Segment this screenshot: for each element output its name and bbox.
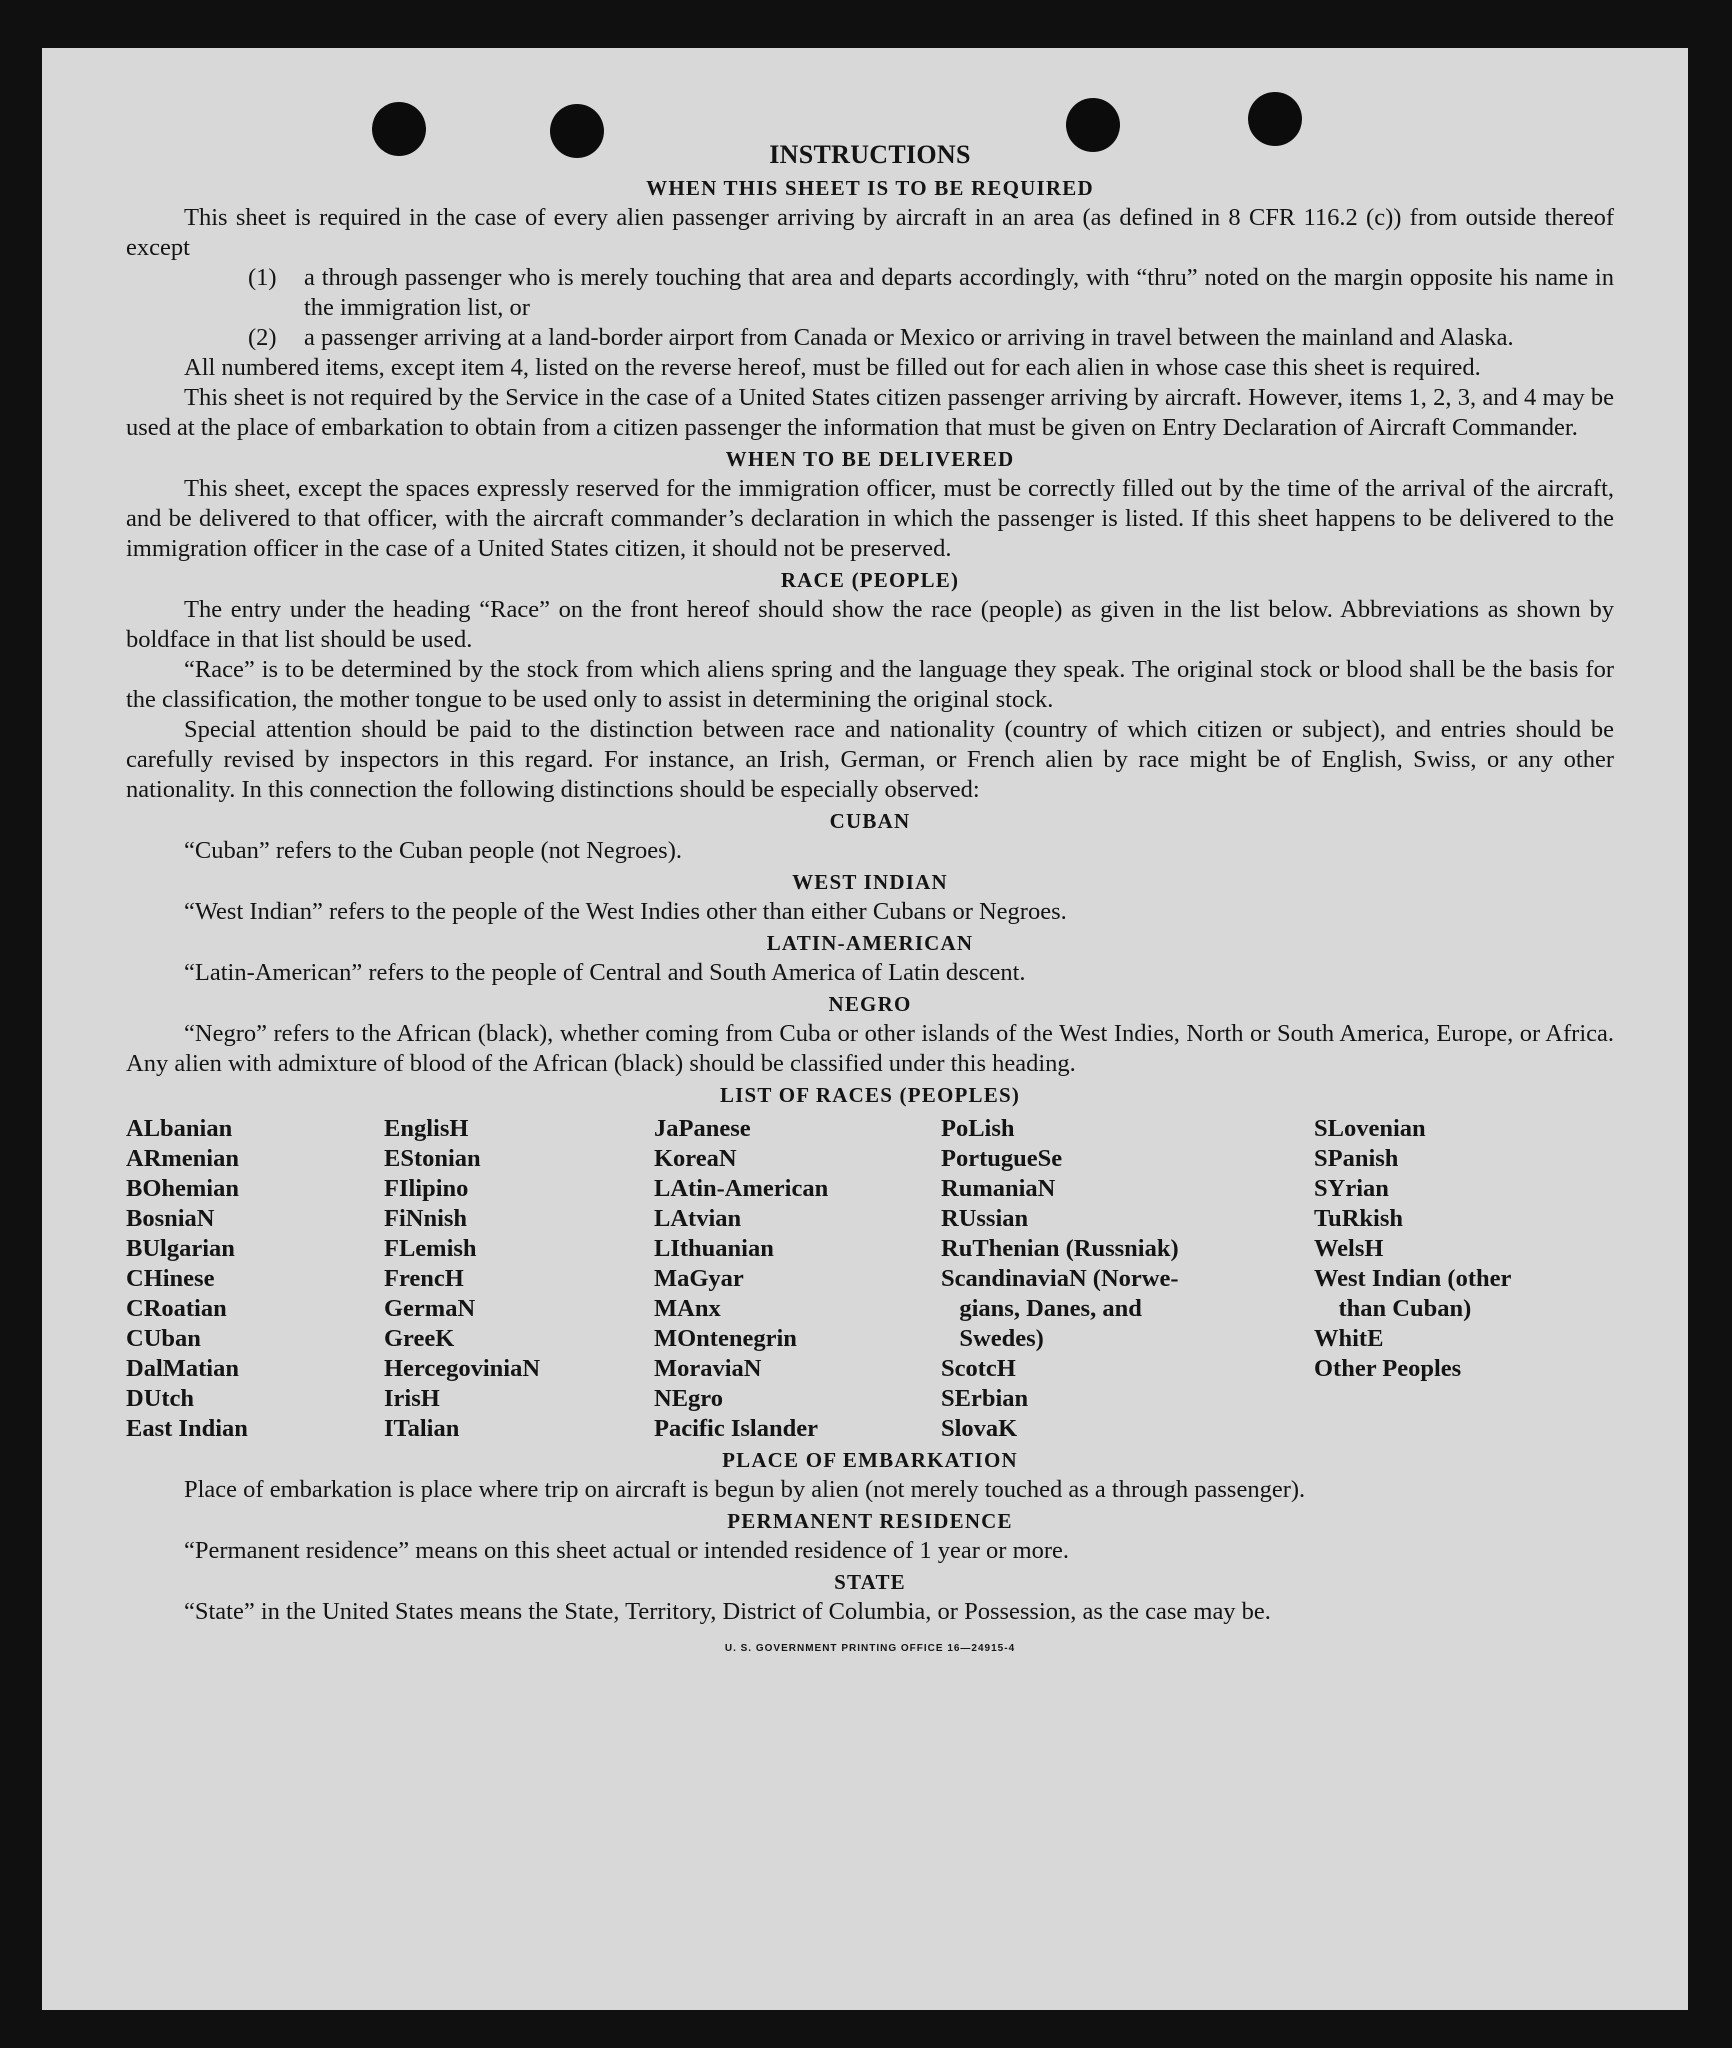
races-column — [654, 1114, 941, 1444]
race-entry: ARmenian — [126, 1145, 239, 1172]
heading-list-of-races: LIST OF RACES (PEOPLES) — [719, 1083, 1021, 1107]
heading-residence: PERMANENT RESIDENCE — [727, 1509, 1013, 1533]
race-entry: HercegoviniaN — [384, 1355, 541, 1382]
races-list — [126, 1114, 1614, 1444]
heading-west-indian: WEST INDIAN — [792, 870, 948, 894]
race-entry: MAnx — [654, 1295, 721, 1322]
race-entry: RumaniaN — [941, 1175, 1056, 1202]
instructions-body — [126, 140, 1614, 1654]
race-entry: LIthuanian — [654, 1235, 774, 1262]
latin-american-paragraph: “Latin-American” refers to the people of Central and South America of Latin descent. — [184, 959, 1026, 986]
race-entry: BUlgarian — [126, 1235, 235, 1262]
heading-latin-american: LATIN-AMERICAN — [766, 931, 974, 955]
item-number: (2) — [248, 324, 277, 351]
heading-state: STATE — [834, 1570, 906, 1594]
printer-footer: U. S. GOVERNMENT PRINTING OFFICE 16—24915-4 — [724, 1643, 1016, 1654]
race-entry: KoreaN — [654, 1145, 737, 1172]
race-paragraph-1: The entry under the heading “Race” on the front hereof should show the race (people) as given in the list below. Abbreviations as shown by boldface in that list should be used. — [126, 596, 1614, 653]
race-entry: GreeK — [384, 1325, 455, 1352]
race-entry: RuThenian (Russniak) — [941, 1235, 1179, 1262]
item-text: a through passenger who is merely touching that area and departs accordingly, with “thru” noted on the margin opposite his name in the immigration list, or — [304, 264, 1614, 321]
heading-embarkation: PLACE OF EMBARKATION — [722, 1448, 1018, 1472]
item-text: a passenger arriving at a land-border airport from Canada or Mexico or arriving in travel between the mainland and Alaska. — [304, 324, 1514, 351]
race-entry: FIlipino — [384, 1175, 469, 1202]
race-entry: CUban — [126, 1325, 201, 1352]
race-entry: CHinese — [126, 1265, 215, 1292]
race-entry: PoLish — [941, 1115, 1015, 1142]
required-intro: This sheet is required in the case of every alien passenger arriving by aircraft in an area (as defined in 8 CFR 116.2 (c)) from outside thereof except — [126, 204, 1614, 261]
race-entry: BOhemian — [126, 1175, 239, 1202]
page-title: INSTRUCTIONS — [769, 140, 971, 169]
race-entry: Swedes) — [941, 1325, 1044, 1352]
race-entry: FiNnish — [384, 1205, 468, 1232]
race-entry: MaGyar — [654, 1265, 744, 1292]
heading-required: WHEN THIS SHEET IS TO BE REQUIRED — [646, 176, 1094, 200]
race-entry: ALbanian — [126, 1115, 233, 1142]
exception-item — [126, 323, 1614, 353]
negro-paragraph: “Negro” refers to the African (black), whether coming from Cuba or other islands of the West Indies, North or South America, Europe, or Africa. Any alien with admixture of blood of the African (black) should be classified under this heading. — [126, 1020, 1614, 1077]
race-entry: SLovenian — [1314, 1115, 1426, 1142]
race-entry: gians, Danes, and — [941, 1295, 1142, 1322]
exception-item — [126, 263, 1614, 323]
race-entry: RUssian — [941, 1205, 1029, 1232]
race-entry: LAtvian — [654, 1205, 742, 1232]
race-entry: ScotcH — [941, 1355, 1016, 1382]
race-entry: JaPanese — [654, 1115, 751, 1142]
races-column — [384, 1114, 654, 1444]
race-entry: ITalian — [384, 1415, 460, 1442]
race-paragraph-3: Special attention should be paid to the distinction between race and nationality (country of which citizen or subject), and entries should be carefully revised by inspectors in this regard. For instance, an Irish, German, or French alien by race might be of English, Swiss, or any other nationality. In this connection the following distinctions should be especially observed: — [126, 716, 1614, 803]
residence-paragraph: “Permanent residence” means on this sheet actual or intended residence of 1 year or more. — [184, 1537, 1070, 1564]
heading-cuban: CUBAN — [829, 809, 911, 833]
race-entry: FrencH — [384, 1265, 464, 1292]
race-entry: East Indian — [126, 1415, 248, 1442]
race-entry: IrisH — [384, 1385, 440, 1412]
delivered-paragraph: This sheet, except the spaces expressly reserved for the immigration officer, must be correctly filled out by the time of the arrival of the aircraft, and be delivered to that officer, with the aircraft commander’s declaration in which the passenger is listed. If this sheet happens to be delivered to the immigration officer in the case of a United States citizen, it should not be preserved. — [126, 475, 1614, 562]
numbered-items-paragraph: All numbered items, except item 4, listed on the reverse hereof, must be filled out for each alien in whose case this sheet is required. — [184, 354, 1481, 381]
heading-delivered: WHEN TO BE DELIVERED — [725, 447, 1015, 471]
race-entry: SlovaK — [941, 1415, 1018, 1442]
race-entry: SPanish — [1314, 1145, 1399, 1172]
race-entry: EnglisH — [384, 1115, 469, 1142]
race-entry: ScandinaviaN (Norwe- — [941, 1265, 1179, 1292]
race-entry: WhitE — [1314, 1325, 1384, 1352]
race-entry: EStonian — [384, 1145, 481, 1172]
race-entry: SYrian — [1314, 1175, 1389, 1202]
races-column — [941, 1114, 1314, 1444]
west-indian-paragraph: “West Indian” refers to the people of the West Indies other than either Cubans or Negroes. — [184, 898, 1067, 925]
race-entry: GermaN — [384, 1295, 476, 1322]
citizen-paragraph: This sheet is not required by the Service in the case of a United States citizen passenger arriving by aircraft. However, items 1, 2, 3, and 4 may be used at the place of embarkation to obtain from a citizen passenger the information that must be given on Entry Declaration of Aircraft Commander. — [126, 384, 1614, 441]
race-entry: NEgro — [654, 1385, 723, 1412]
race-entry: MoraviaN — [654, 1355, 762, 1382]
race-entry: than Cuban) — [1314, 1295, 1472, 1322]
race-entry: PortugueSe — [941, 1145, 1063, 1172]
race-entry: DUtch — [126, 1385, 195, 1412]
heading-race: RACE (PEOPLE) — [780, 568, 960, 592]
race-entry: TuRkish — [1314, 1205, 1404, 1232]
race-entry: WelsH — [1314, 1235, 1384, 1262]
document-sheet — [42, 48, 1688, 2010]
race-entry: Pacific Islander — [654, 1415, 818, 1442]
punch-hole — [1248, 92, 1302, 146]
race-entry: Other Peoples — [1314, 1355, 1462, 1382]
cuban-paragraph: “Cuban” refers to the Cuban people (not Negroes). — [184, 837, 682, 864]
race-entry: CRoatian — [126, 1295, 227, 1322]
races-column — [126, 1114, 384, 1444]
item-number: (1) — [248, 264, 277, 291]
races-column — [1314, 1114, 1614, 1444]
race-entry: BosniaN — [126, 1205, 215, 1232]
state-paragraph: “State” in the United States means the State, Territory, District of Columbia, or Possession, as the case may be. — [184, 1598, 1271, 1625]
embarkation-paragraph: Place of embarkation is place where trip on aircraft is begun by alien (not merely touched as a through passenger). — [184, 1476, 1306, 1503]
race-entry: DalMatian — [126, 1355, 239, 1382]
race-entry: SErbian — [941, 1385, 1029, 1412]
race-entry: FLemish — [384, 1235, 477, 1262]
heading-negro: NEGRO — [828, 992, 912, 1016]
race-entry: LAtin-American — [654, 1175, 829, 1202]
race-paragraph-2: “Race” is to be determined by the stock from which aliens spring and the language they speak. The original stock or blood shall be the basis for the classification, the mother tongue to be used only to assist in determining the original stock. — [126, 656, 1614, 713]
race-entry: West Indian (other — [1314, 1265, 1512, 1292]
race-entry: MOntenegrin — [654, 1325, 797, 1352]
